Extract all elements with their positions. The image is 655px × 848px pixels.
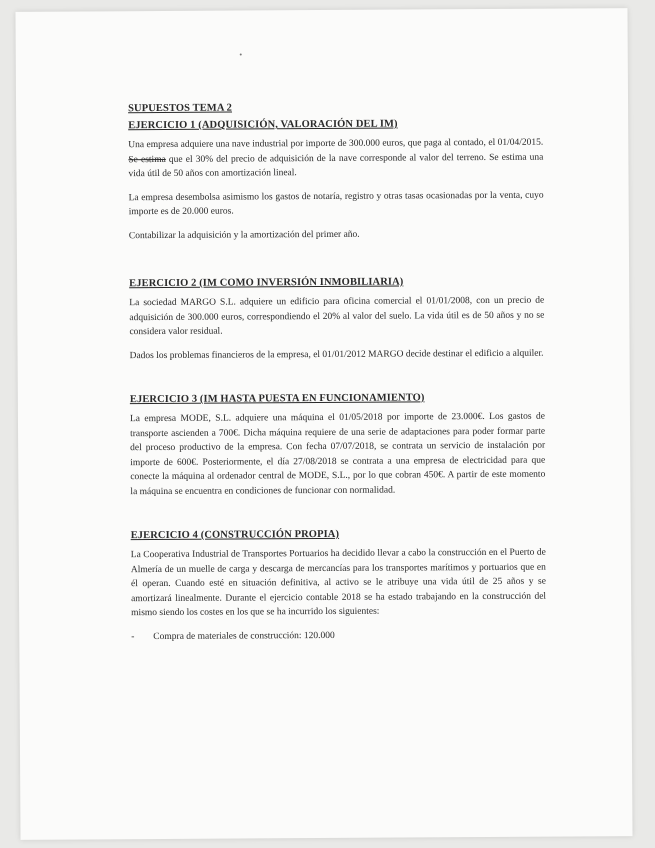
document-title: SUPUESTOS TEMA 2 <box>128 102 233 115</box>
document-page <box>15 8 632 840</box>
exercise-3 <box>130 392 546 500</box>
exercise-1-heading: EJERCICIO 1 (ADQUISICIÓN, VALORACIÓN DEL IM) <box>128 118 398 132</box>
exercise-1-paragraph-2: La empresa desembolsa asimismo los gastos de notaría, registro y otras tasas ocasionadas por la venta, cuyo importe es de 20.000 euros. <box>128 190 544 218</box>
list-item-text: Compra de materiales de construcción: 120.000 <box>153 630 335 642</box>
exercise-4-heading: EJERCICIO 4 (CONSTRUCCIÓN PROPIA) <box>130 528 340 542</box>
exercise-2-paragraph-2: Dados los problemas financieros de la empresa, el 01/01/2012 MARGO decide destinar el edificio a alquiler. <box>129 348 544 361</box>
exercise-1-paragraph-1: Una empresa adquiere una nave industrial por importe de 300.000 euros, que paga al contado, el 01/04/2015. Se estima que el 30% del precio de adquisición de la nave corresponde al valor del terreno. Se estima una vida útil de 50 años con amortización lineal. <box>128 137 544 180</box>
cost-list <box>131 627 546 644</box>
exercise-1-paragraph-3: Contabilizar la adquisición y la amortización del primer año. <box>128 229 360 241</box>
list-bullet: - <box>131 631 135 642</box>
exercise-3-paragraph-1: La empresa MODE, S.L. adquiere una máquina el 01/05/2018 por importe de 23.000€. Los gastos de transporte ascienden a 700€. Dicha máquina requiere de una serie de adaptaciones para poder formar parte del proceso productivo de la empresa. Con fecha 07/07/2018, se contrata un servicio de instalación por importe de 600€. Posteriormente, el día 27/08/2018 se contrata a una empresa de electricidad para que conecte la máquina al ordenador central de MODE, S.L., por lo que cobran 450€. A partir de este momento la máquina se encuentra en condiciones de funcionar con normalidad. <box>129 411 546 497</box>
struck-text: Se estima <box>128 154 166 165</box>
list-item <box>131 627 546 644</box>
exercise-2-heading: EJERCICIO 2 (IM COMO INVERSIÓN INMOBILIARIA) <box>129 276 404 290</box>
exercise-4 <box>131 528 547 645</box>
exercise-1 <box>128 118 544 244</box>
exercise-3-heading: EJERCICIO 3 (IM HASTA PUESTA EN FUNCIONAMIENTO) <box>129 392 425 406</box>
document-body <box>128 101 546 645</box>
exercise-4-paragraph-1: La Cooperativa Industrial de Transportes Portuarios ha decidido llevar a cabo la construcción en el Puerto de Almería de un muelle de carga y descarga de mercancías para los transportes marítimos y portuarios que en él operan. Cuando esté en situación definitiva, al activo se le atribuye una vida útil de 25 años y se amortizará linealmente. Durante el ejercicio contable 2018 se ha estado trabajando en la construcción del mismo siendo los costes en los que se ha incurrido los siguientes: <box>130 547 547 619</box>
scan-speck <box>240 53 242 55</box>
exercise-2 <box>129 276 545 364</box>
exercise-2-paragraph-1: La sociedad MARGO S.L. adquiere un edificio para oficina comercial el 01/01/2008, con un precio de adquisición de 300.000 euros, correspondiendo el 20% al valor del suelo. La vida útil es de 50 años y no se considera valor residual. <box>129 295 545 338</box>
